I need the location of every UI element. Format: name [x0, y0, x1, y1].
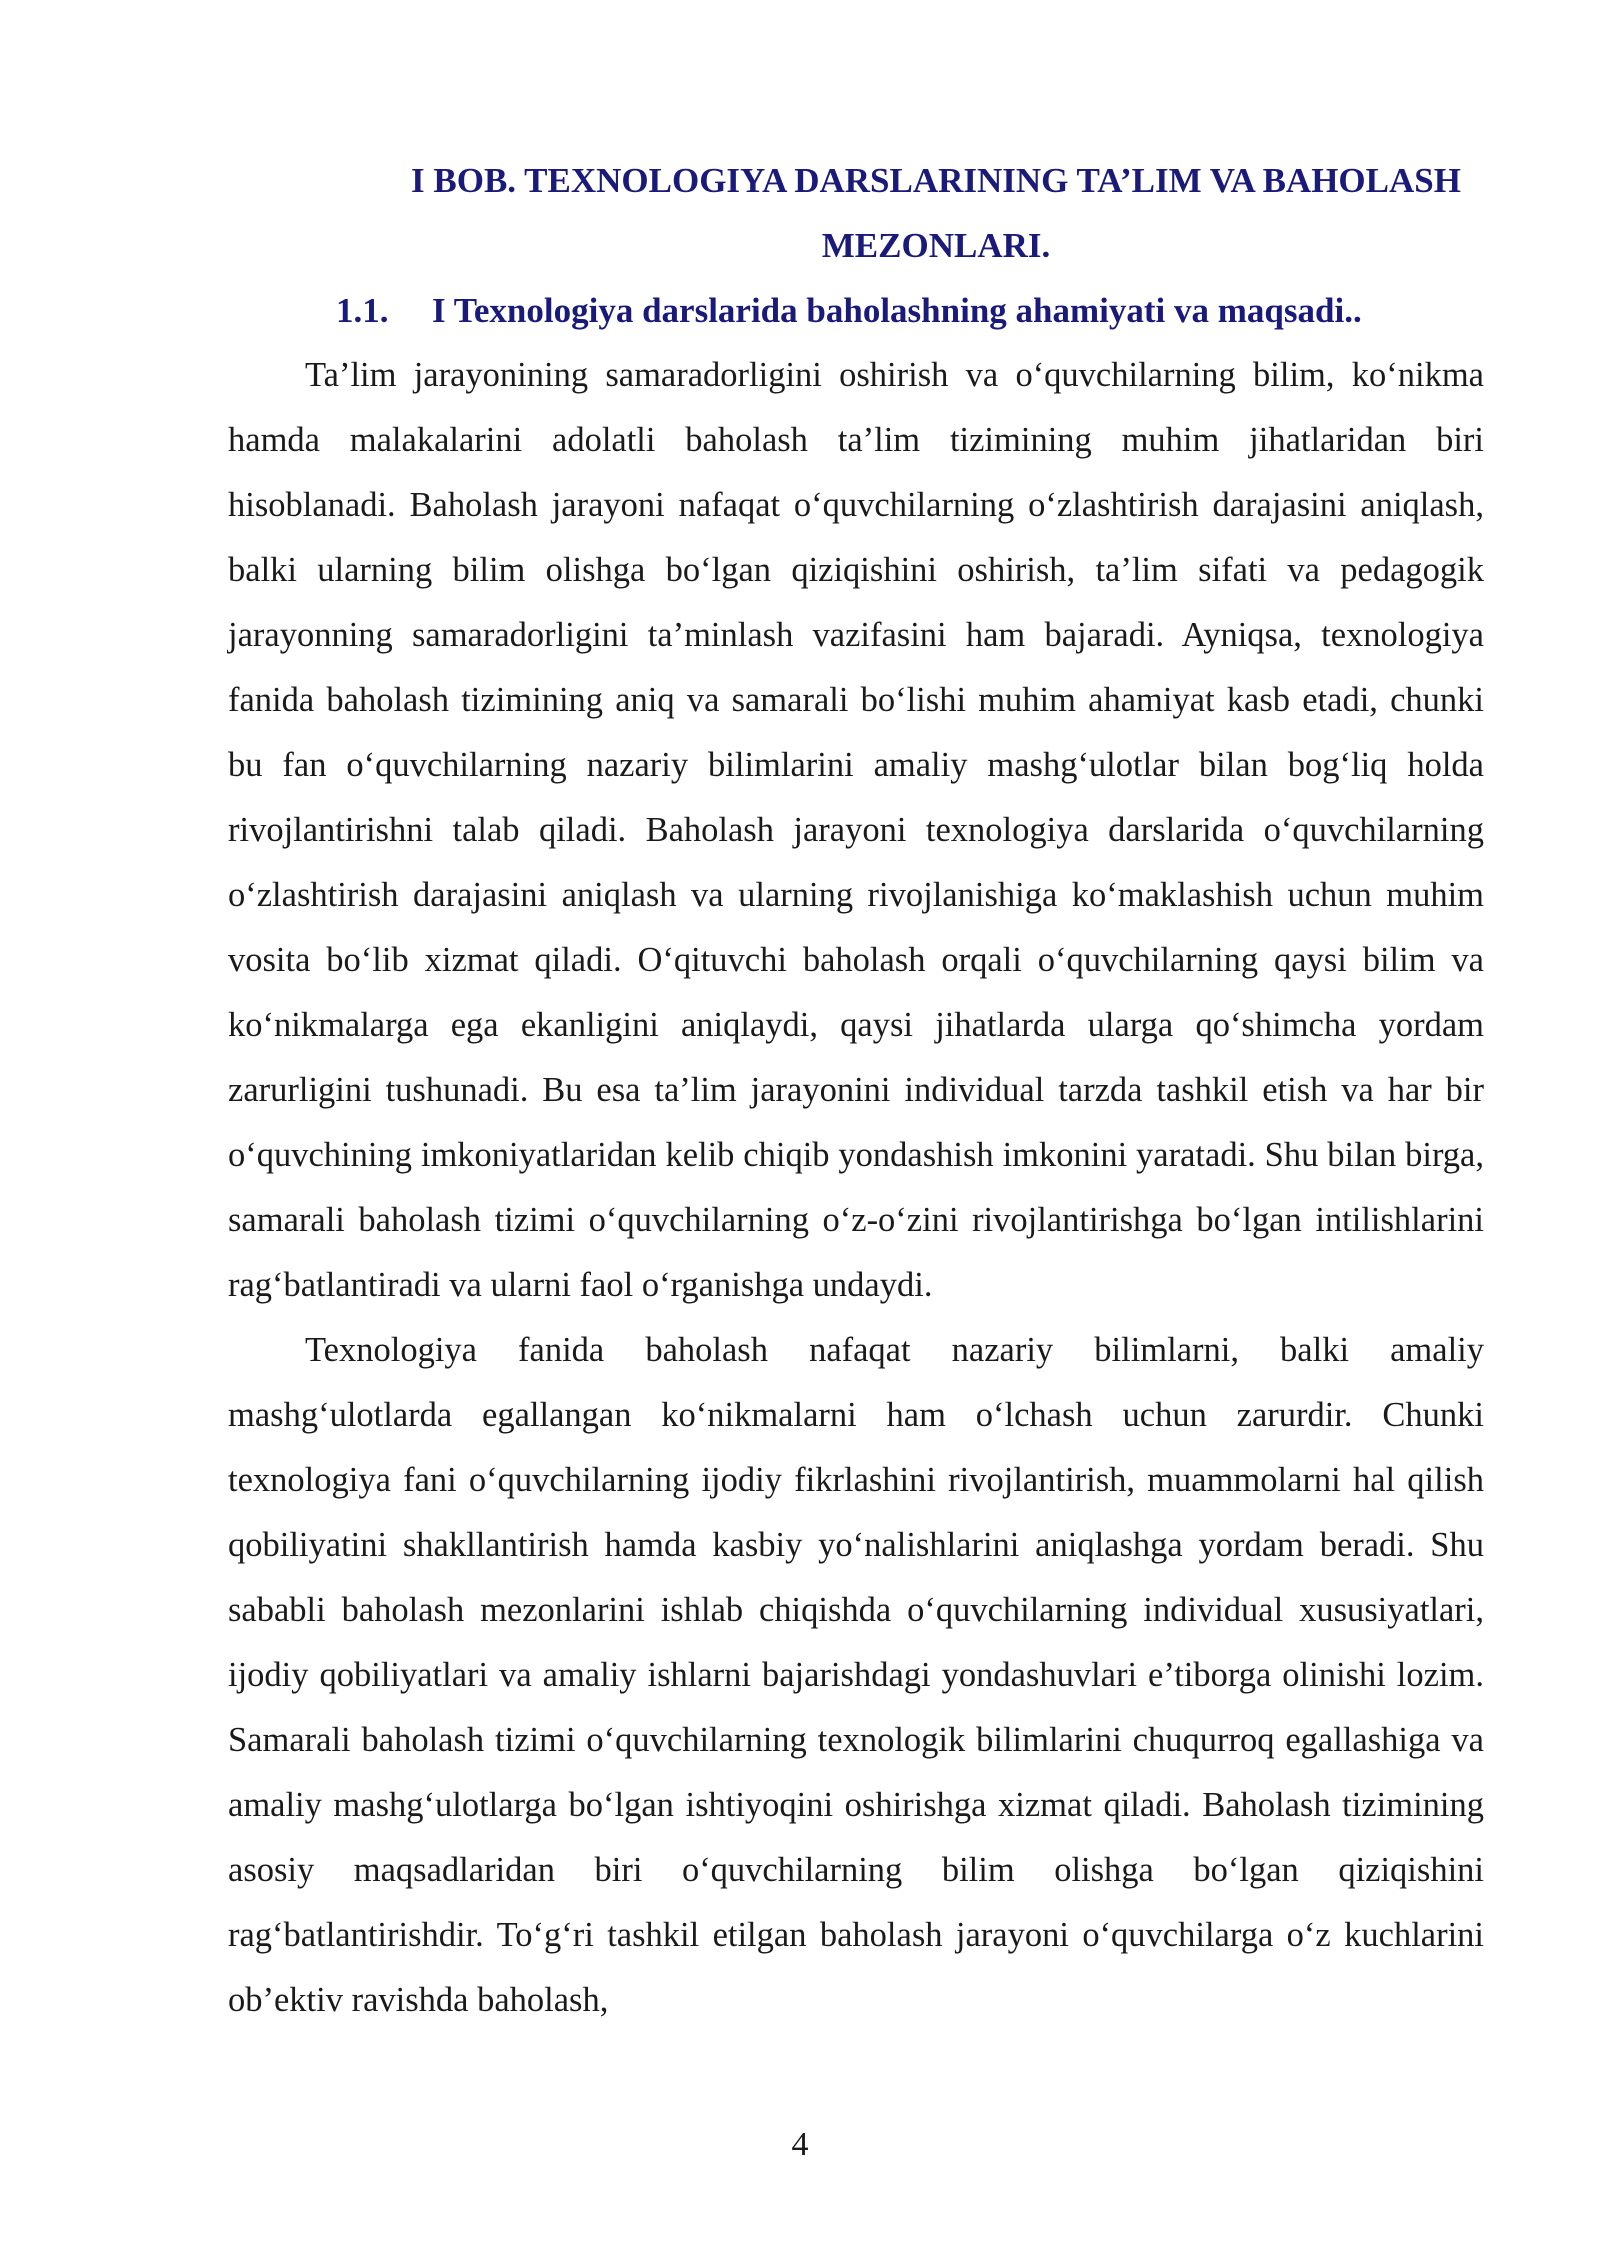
paragraph-1: Ta’lim jarayonining samaradorligini oshirish va o‘quvchilarning bilim, ko‘nikma hamda malakalarini adolatli baholash ta’lim tizimining muhim jihatlaridan biri hisoblanadi. Baholash jarayoni nafaqat o‘quvchilarning o‘zlashtirish darajasini aniqlash, balki ularning bilim olishga bo‘lgan qiziqishini oshirish, ta’lim sifati va pedagogik jarayonning samaradorligini ta’minlash vazifasini ham bajaradi. Ayniqsa, texnologiya fanida baholash tizimining aniq va samarali bo‘lishi muhim ahamiyat kasb etadi, chunki bu fan o‘quvchilarning nazariy bilimlarini amaliy mashg‘ulotlar bilan bog‘liq holda rivojlantirishni talab qiladi. Baholash jarayoni texnologiya darslarida o‘quvchilarning o‘zlashtirish darajasini aniqlash va ularning rivojlanishiga ko‘maklashish uchun muhim vosita bo‘lib xizmat qiladi. O‘qituvchi baholash orqali o‘quvchilarning qaysi bilim va ko‘nikmalarga ega ekanligini aniqlaydi, qaysi jihatlarda ularga qo‘shimcha yordam zarurligini tushunadi. Bu esa ta’lim jarayonini individual tarzda tashkil etish va har bir o‘quvchining imkoniyatlaridan kelib chiqib yondashish imkonini yaratadi. Shu bilan birga, samarali baholash tizimi o‘quvchilarning o‘z-o‘zini rivojlantirishga bo‘lgan intilishlarini rag‘batlantiradi va ularni faol o‘rganishga undaydi. — [228, 356, 1484, 1304]
paragraph-2: Texnologiya fanida baholash nafaqat nazariy bilimlarni, balki amaliy mashg‘ulotlarda egallangan ko‘nikmalarni ham o‘lchash uchun zarurdir. Chunki texnologiya fani o‘quvchilarning ijodiy fikrlashini rivojlantirish, muammolarni hal qilish qobiliyatini shakllantirish hamda kasbiy yo‘nalishlarini aniqlashga yordam beradi. Shu sababli baholash mezonlarini ishlab chiqishda o‘quvchilarning individual xususiyatlari, ijodiy qobiliyatlari va amaliy ishlarni bajarishdagi yondashuvlari e’tiborga olinishi lozim. Samarali baholash tizimi o‘quvchilarning texnologik bilimlarini chuqurroq egallashiga va amaliy mashg‘ulotlarga bo‘lgan ishtiyoqini oshirishga xizmat qiladi. Baholash tizimining asosiy maqsadlaridan biri o‘quvchilarning bilim olishga bo‘lgan qiziqishini rag‘batlantirishdir. To‘g‘ri tashkil etilgan baholash jarayoni o‘quvchilarga o‘z kuchlarini ob’ektiv ravishda baholash, — [228, 1331, 1484, 2019]
section-title — [228, 278, 1484, 343]
chapter-title-line1: I BOB. TEXNOLOGIYA DARSLARINING TA’LIM VA BAHOLASH — [411, 161, 1461, 200]
chapter-title — [228, 148, 1484, 278]
page-number: 4 — [791, 2126, 809, 2163]
chapter-title-line2: MEZONLARI. — [821, 226, 1051, 265]
page-content — [228, 148, 1484, 2033]
section-number: 1.1. — [336, 291, 389, 330]
section-title-text: I Texnologiya darslarida baholashning ahamiyati va maqsadi.. — [432, 291, 1362, 330]
